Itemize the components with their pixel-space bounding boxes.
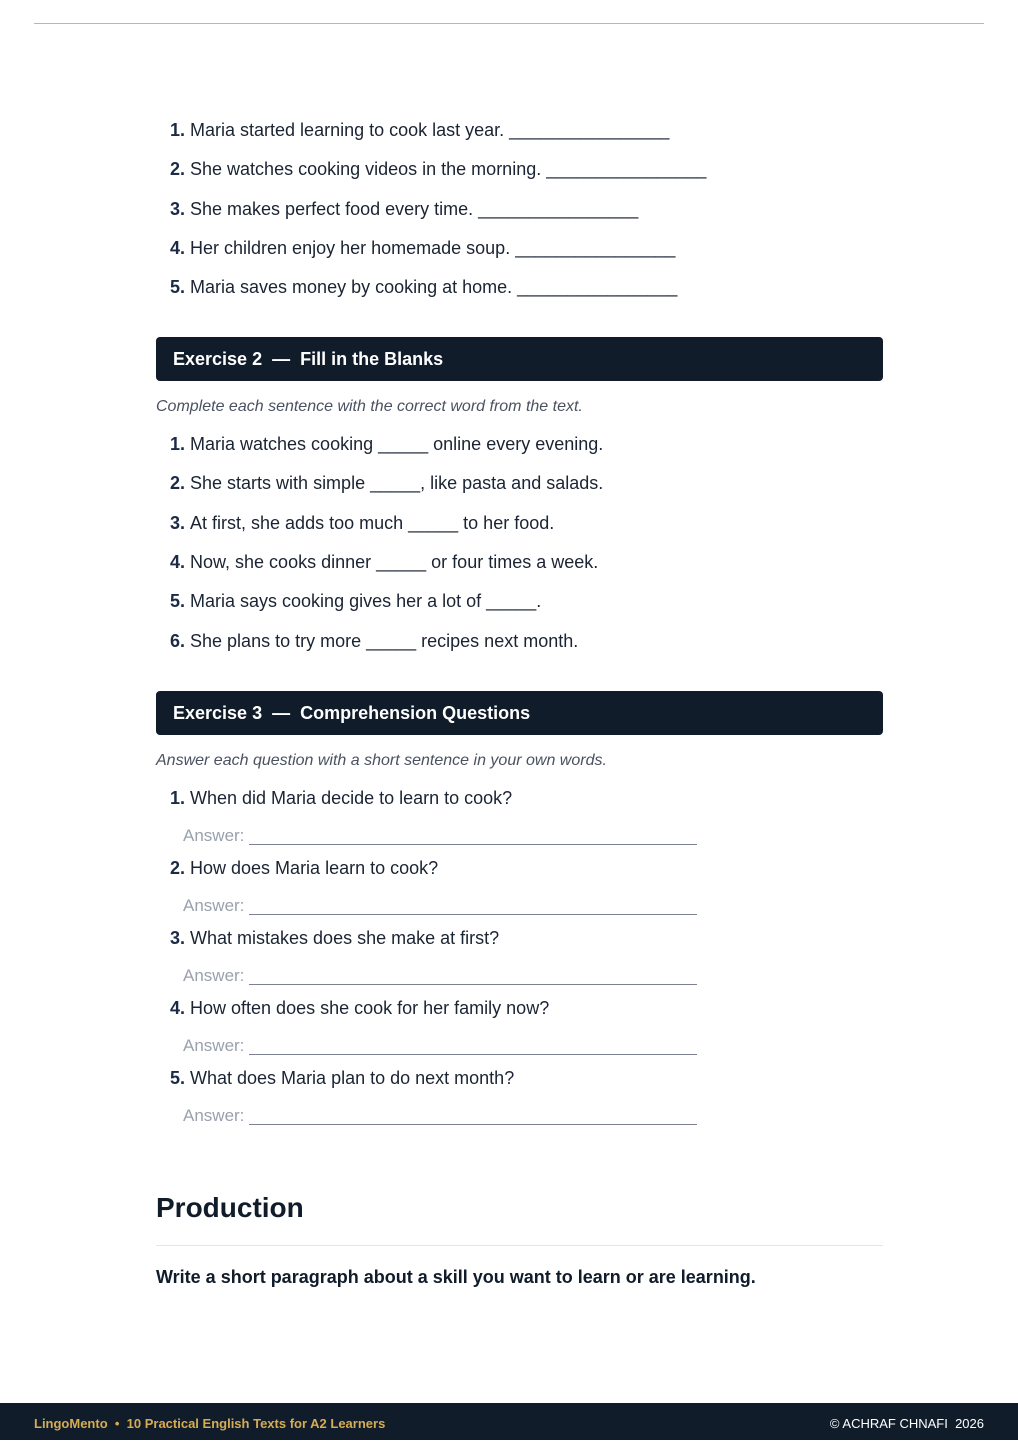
list-item (170, 119, 669, 141)
item-number: 5. (170, 277, 186, 297)
item-text: She starts with simple _____, like pasta and salads. (190, 473, 604, 493)
item-text: Maria started learning to cook last year. ________________ (190, 120, 670, 140)
question-text: How often does she cook for her family now? (190, 998, 550, 1018)
item-number: 3. (170, 928, 186, 948)
answer-label: Answer: (183, 966, 245, 985)
item-number: 4. (170, 998, 186, 1018)
list-item (170, 590, 541, 612)
question-text: What does Maria plan to do next month? (190, 1068, 515, 1088)
item-text: She makes perfect food every time. ________________ (190, 199, 639, 219)
answer-label: Answer: (183, 1106, 245, 1125)
list-item (170, 158, 706, 180)
item-number: 4. (170, 238, 186, 258)
item-text: Maria says cooking gives her a lot of _____. (190, 591, 542, 611)
exercise-2-header: Exercise 2 — Fill in the Blanks (156, 337, 883, 381)
list-item (170, 472, 603, 494)
item-number: 2. (170, 159, 186, 179)
answer-field[interactable] (249, 1124, 697, 1125)
production-heading: Production (156, 1192, 304, 1223)
list-item (170, 512, 554, 534)
answer-field[interactable] (249, 1054, 697, 1055)
exercise-3-header: Exercise 3 — Comprehension Questions (156, 691, 883, 735)
question-text: How does Maria learn to cook? (190, 858, 439, 878)
item-number: 2. (170, 858, 186, 878)
question-item (170, 997, 549, 1019)
item-text: Maria watches cooking _____ online every evening. (190, 434, 604, 454)
answer-label: Answer: (183, 896, 245, 915)
exercise-2-instruction: Complete each sentence with the correct word from the text. (156, 398, 583, 415)
item-text: Now, she cooks dinner _____ or four times a week. (190, 552, 599, 572)
page-footer (0, 1403, 1018, 1440)
footer-copyright: © ACHRAF CHNAFI 2026 (829, 1416, 984, 1431)
item-number: 2. (170, 473, 186, 493)
list-item (170, 433, 603, 455)
question-text: What mistakes does she make at first? (190, 928, 500, 948)
item-text: She watches cooking videos in the morning. ________________ (190, 159, 707, 179)
list-item (170, 630, 578, 652)
question-text: When did Maria decide to learn to cook? (190, 788, 513, 808)
answer-field[interactable] (249, 914, 697, 915)
item-number: 1. (170, 120, 186, 140)
answer-label: Answer: (183, 1036, 245, 1055)
answer-field[interactable] (249, 844, 697, 845)
answer-label: Answer: (183, 826, 245, 845)
item-number: 1. (170, 788, 186, 808)
item-number: 6. (170, 631, 186, 651)
production-divider (156, 1245, 883, 1246)
item-text: Maria saves money by cooking at home. ________________ (190, 277, 678, 297)
item-text: She plans to try more _____ recipes next month. (190, 631, 579, 651)
item-number: 5. (170, 591, 186, 611)
footer-brand-text: LingoMento • 10 Practical English Texts for A2 Learners (34, 1416, 386, 1431)
question-item (170, 787, 512, 809)
production-prompt: Write a short paragraph about a skill you want to learn or are learning. (156, 1267, 756, 1287)
item-number: 4. (170, 552, 186, 572)
list-item (170, 276, 677, 298)
header-divider (34, 23, 984, 24)
list-item (170, 198, 638, 220)
question-item (170, 1067, 514, 1089)
item-text: At first, she adds too much _____ to her food. (190, 513, 555, 533)
item-number: 3. (170, 513, 186, 533)
item-text: Her children enjoy her homemade soup. ________________ (190, 238, 676, 258)
exercise-3-instruction: Answer each question with a short sentence in your own words. (156, 752, 607, 769)
question-item (170, 857, 438, 879)
list-item (170, 237, 675, 259)
list-item (170, 551, 598, 573)
item-number: 1. (170, 434, 186, 454)
question-item (170, 927, 499, 949)
item-number: 5. (170, 1068, 186, 1088)
item-number: 3. (170, 199, 186, 219)
answer-field[interactable] (249, 984, 697, 985)
